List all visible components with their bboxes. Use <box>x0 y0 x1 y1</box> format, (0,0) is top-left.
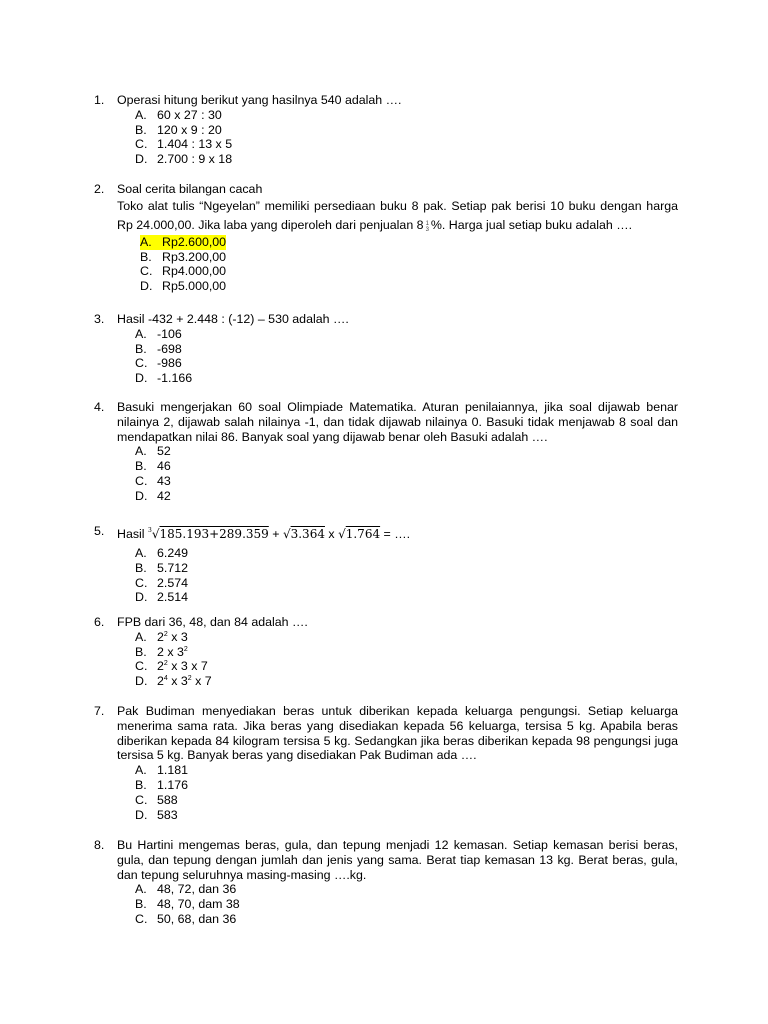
option-c <box>135 793 678 808</box>
question-number: 2. <box>94 182 105 196</box>
option-text: Rp4.000,00 <box>162 264 227 279</box>
question-8 <box>94 838 678 927</box>
question-title: Soal cerita bilangan cacah <box>117 182 263 196</box>
question-text: Bu Hartini mengemas beras, gula, dan tepung menjadi 12 kemasan. Setiap kemasan berisi beras, gula, dan tepung dengan jumlah dan jenis yang sama. Berat tiap kemasan 13 kg. Berat beras, gula, dan tepung seluruhnya masing-masing ….kg. <box>117 838 678 882</box>
fraction-numerator: 1 <box>425 220 429 227</box>
question-text: Basuki mengerjakan 60 soal Olimpiade Matematika. Aturan penilaiannya, jika soal dijawab benar nilainya 2, dijawab salah nilainya -1, dan tidak dijawab nilainya 0. Basuki tidak menjawab 8 soal dan mendapatkan nilai 86. Banyak soal yang dijawab benar oleh Basuki adalah …. <box>117 400 678 444</box>
option-text: 50, 68, dan 36 <box>157 911 237 926</box>
option-text: 588 <box>157 792 178 807</box>
option-letter: C. <box>135 575 148 590</box>
option-b <box>140 250 678 265</box>
option-text <box>157 674 212 689</box>
option-list <box>135 108 678 167</box>
option-a <box>135 327 678 342</box>
option-text: 2.700 : 9 x 18 <box>157 152 233 167</box>
option-text: 1.404 : 13 x 5 <box>157 137 233 152</box>
option-text <box>157 645 188 660</box>
radicand: 185.193+289.359 <box>159 527 269 541</box>
option-text: 60 x 27 : 30 <box>157 107 222 122</box>
option-list <box>135 630 678 689</box>
base: 2 <box>157 629 164 644</box>
question-5 <box>94 521 678 605</box>
option-text: 46 <box>157 459 171 474</box>
question-text: = …. <box>383 527 411 541</box>
fraction-denominator: 3 <box>425 226 429 233</box>
option-letter: A. <box>140 234 152 249</box>
option-text: Rp5.000,00 <box>162 279 227 294</box>
option-c <box>135 137 678 152</box>
option-letter: A. <box>135 546 147 560</box>
option-letter: B. <box>140 249 152 264</box>
option-letter: B. <box>135 897 147 912</box>
option-letter: C. <box>135 792 148 807</box>
cube-root-expression: $^3$√185.193+289.359 <box>148 527 269 541</box>
option-list <box>140 235 678 294</box>
option-letter: D. <box>135 371 148 386</box>
option-text: 1.181 <box>157 763 189 778</box>
option-a <box>135 630 678 645</box>
option-letter: C. <box>135 659 148 674</box>
option-letter: B. <box>135 459 147 474</box>
exponent: 4 <box>163 675 168 683</box>
option-text: 5.712 <box>157 560 189 575</box>
rest: x 3 x 7 <box>167 659 208 674</box>
option-text: 43 <box>157 473 171 488</box>
question-number: 4. <box>94 400 105 414</box>
option-a <box>135 108 678 123</box>
question-text: Hasil -432 + 2.448 : (-12) – 530 adalah …. <box>117 312 349 326</box>
option-c <box>135 576 678 591</box>
question-expression <box>117 521 678 544</box>
times-sign: x <box>328 527 335 541</box>
option-text: 1.176 <box>157 777 189 792</box>
question-6 <box>94 615 678 689</box>
option-a <box>140 235 678 250</box>
option-letter: C. <box>140 264 153 279</box>
option-letter: A. <box>135 326 147 341</box>
radicand: 1.764 <box>345 527 381 541</box>
option-letter: D. <box>135 488 148 503</box>
option-text: 2.574 <box>157 575 189 590</box>
option-text: 2.514 <box>157 590 189 605</box>
option-letter: D. <box>135 152 148 167</box>
highlight <box>140 235 226 250</box>
option-a <box>135 444 678 459</box>
question-1 <box>94 93 678 167</box>
option-text: 42 <box>157 488 171 503</box>
question-text: Operasi hitung berikut yang hasilnya 540 adalah …. <box>117 93 402 107</box>
option-c <box>135 356 678 371</box>
rest: x 3 <box>167 629 188 644</box>
option-b <box>135 645 678 660</box>
question-text: Pak Budiman menyediakan beras untuk diberikan kepada keluarga pengungsi. Setiap keluarga menerima sama rata. Jika beras yang disediakan kepada 56 keluarga, tersisa 5 kg. Apabila beras diberikan kepada 84 kilogram tersisa 5 kg. Sedangkan jika beras diberikan kepada 98 pengungsi juga tersisa 5 kg. Banyak beras yang disediakan Pak Budiman ada …. <box>117 704 678 763</box>
option-a <box>135 882 678 897</box>
option-d <box>135 674 678 689</box>
option-text <box>157 659 208 674</box>
square-root-expression: √1.764 <box>338 527 381 541</box>
option-letter: A. <box>135 763 147 778</box>
option-text: -1.166 <box>157 371 193 386</box>
option-b <box>135 897 678 912</box>
option-text: 52 <box>157 444 171 459</box>
option-a <box>135 546 678 561</box>
exponent: 2 <box>163 660 168 668</box>
question-7 <box>94 704 678 822</box>
option-letter: D. <box>135 674 148 689</box>
option-text: Rp3.200,00 <box>162 249 227 264</box>
option-letter: A. <box>135 107 147 122</box>
option-b <box>135 123 678 138</box>
option-text: 583 <box>157 807 178 822</box>
option-list <box>135 327 678 386</box>
option-c <box>135 474 678 489</box>
exponent: 2 <box>163 630 168 638</box>
option-letter: A. <box>135 629 147 644</box>
base: 2 <box>157 659 164 674</box>
question-number: 6. <box>94 615 105 629</box>
option-letter: D. <box>140 279 153 294</box>
option-text: 6.249 <box>157 546 189 560</box>
option-d <box>135 371 678 386</box>
option-list <box>135 882 678 926</box>
question-text <box>117 197 678 235</box>
plus-sign: + <box>272 527 280 541</box>
rest: x 7 <box>191 674 212 689</box>
option-letter: B. <box>135 341 147 356</box>
question-number: 5. <box>94 524 105 538</box>
option-text: Rp2.600,00 <box>162 234 227 249</box>
option-letter: C. <box>135 473 148 488</box>
question-3 <box>94 312 678 386</box>
option-letter: A. <box>135 882 147 897</box>
question-4 <box>94 400 678 504</box>
exponent: 2 <box>187 675 192 683</box>
question-text: Hasil <box>117 527 145 541</box>
option-letter: C. <box>135 911 148 926</box>
option-letter: C. <box>135 356 148 371</box>
question-number: 1. <box>94 93 105 107</box>
fraction <box>426 221 429 233</box>
option-d <box>135 590 678 605</box>
question-number: 7. <box>94 704 105 718</box>
question-2 <box>94 182 678 294</box>
option-letter: D. <box>135 590 148 605</box>
base: 2 x 3 <box>157 644 184 659</box>
question-text-part: Toko alat tulis “Ngeyelan” memiliki persediaan buku 8 pak. Setiap pak berisi 10 buku dengan harga Rp 24.000,00. Jika laba yang diperoleh dari penjualan 8 <box>117 198 678 232</box>
option-d <box>135 152 678 167</box>
middle: x 3 <box>167 674 188 689</box>
option-d <box>135 808 678 823</box>
question-text: FPB dari 36, 48, dan 84 adalah …. <box>117 615 308 629</box>
option-text: 48, 72, dan 36 <box>157 882 237 897</box>
option-text: 48, 70, dam 38 <box>157 897 240 912</box>
option-text <box>157 630 188 645</box>
option-letter: A. <box>135 444 147 459</box>
option-list <box>135 763 678 822</box>
option-d <box>140 279 678 294</box>
option-text: -106 <box>157 326 182 341</box>
option-letter: B. <box>135 560 147 575</box>
option-letter: B. <box>135 644 147 659</box>
option-b <box>135 342 678 357</box>
exponent: 2 <box>183 645 188 653</box>
option-c <box>135 912 678 927</box>
option-letter: D. <box>135 807 148 822</box>
root-index: 3 <box>148 527 152 534</box>
square-root-expression: √3.364 <box>282 527 325 541</box>
base: 2 <box>157 674 164 689</box>
question-number: 8. <box>94 838 105 852</box>
option-text: 120 x 9 : 20 <box>157 122 222 137</box>
option-a <box>135 763 678 778</box>
option-text: -698 <box>157 341 182 356</box>
option-letter: B. <box>135 122 147 137</box>
option-list <box>135 444 678 503</box>
option-c <box>140 264 678 279</box>
option-b <box>135 778 678 793</box>
option-letter: C. <box>135 137 148 152</box>
question-text-part: %. Harga jual setiap buku adalah …. <box>430 217 633 232</box>
question-number: 3. <box>94 312 105 326</box>
option-letter: B. <box>135 777 147 792</box>
option-list <box>135 546 678 605</box>
option-d <box>135 489 678 504</box>
radicand: 3.364 <box>290 527 325 541</box>
option-c <box>135 659 678 674</box>
option-text: -986 <box>157 356 182 371</box>
option-b <box>135 459 678 474</box>
option-b <box>135 561 678 576</box>
